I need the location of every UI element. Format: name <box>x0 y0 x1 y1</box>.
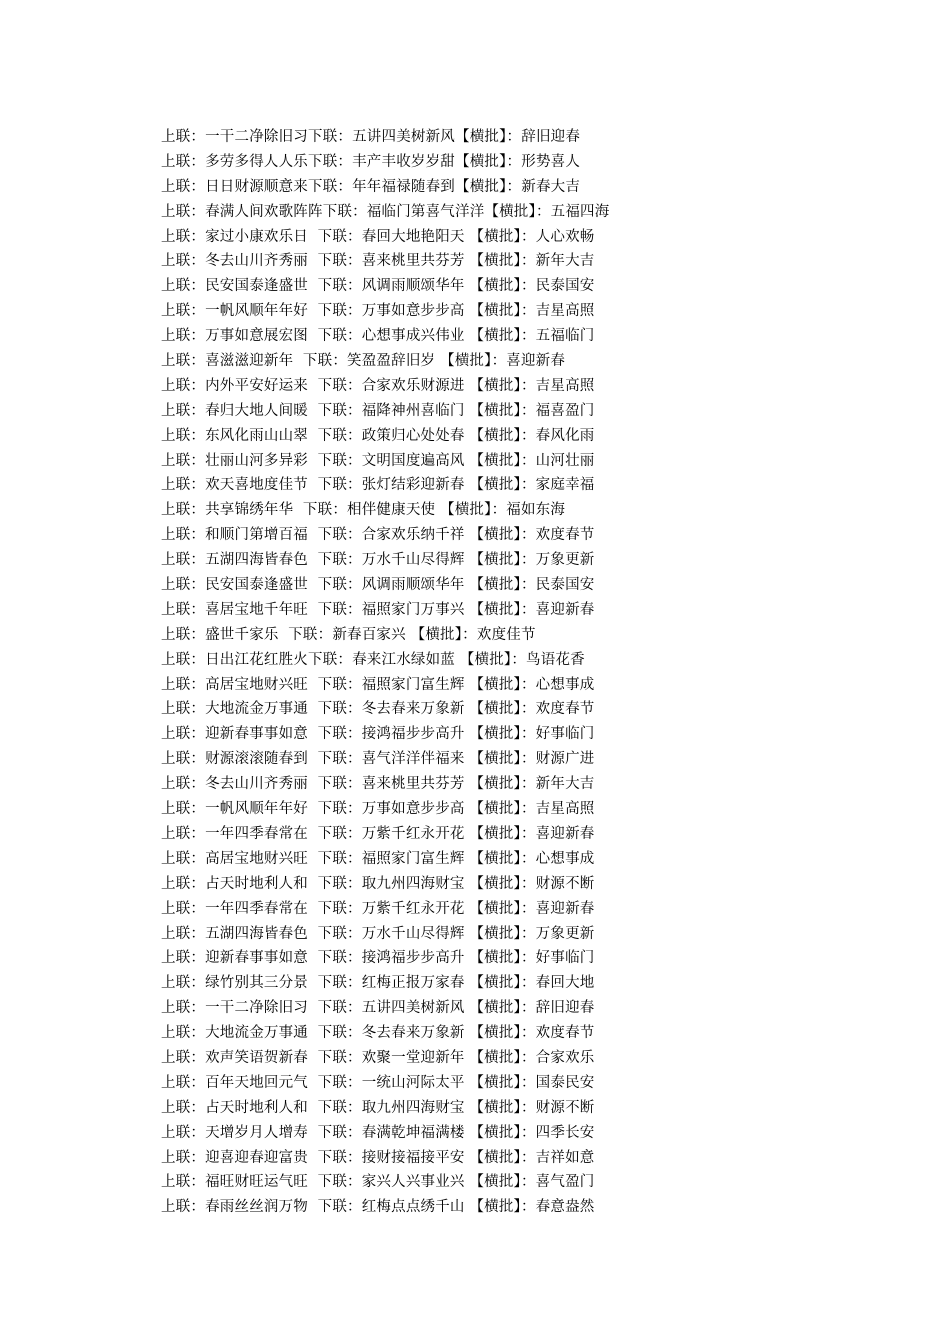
couplet-line: 上联：五湖四海皆春色 下联：万水千山尽得辉 【横批】：万象更新 <box>161 552 595 569</box>
couplet-line: 上联：万事如意展宏图 下联：心想事成兴伟业 【横批】：五福临门 <box>161 328 595 345</box>
couplet-line: 上联：喜居宝地千年旺 下联：福照家门万事兴 【横批】：喜迎新春 <box>161 601 595 618</box>
couplet-line: 上联：迎新春事事如意 下联：接鸿福步步高升 【横批】：好事临门 <box>161 726 595 743</box>
couplet-line: 上联：冬去山川齐秀丽 下联：喜来桃里共芬芳 【横批】：新年大吉 <box>161 776 595 793</box>
couplet-line: 上联：一帆风顺年年好 下联：万事如意步步高 【横批】：吉星高照 <box>161 303 595 320</box>
couplet-line: 上联：一年四季春常在 下联：万紫千红永开花 【横批】：喜迎新春 <box>161 825 595 842</box>
couplet-line: 上联：迎新春事事如意 下联：接鸿福步步高升 【横批】：好事临门 <box>161 950 595 967</box>
couplet-line: 上联：春满人间欢歌阵阵下联：福临门第喜气洋洋【横批】：五福四海 <box>161 203 610 220</box>
couplet-line: 上联：占天时地利人和 下联：取九州四海财宝 【横批】：财源不断 <box>161 875 595 892</box>
couplet-line: 上联：财源滚滚随春到 下联：喜气洋洋伴福来 【横批】：财源广进 <box>161 751 595 768</box>
couplet-line: 上联：高居宝地财兴旺 下联：福照家门富生辉 【横批】：心想事成 <box>161 676 595 693</box>
couplet-line: 上联：天增岁月人增寿 下联：春满乾坤福满楼 【横批】：四季长安 <box>161 1124 595 1141</box>
couplet-line: 上联：百年天地回元气 下联：一统山河际太平 【横批】：国泰民安 <box>161 1074 595 1091</box>
couplet-line: 上联：共享锦绣年华 下联：相伴健康天使 【横批】：福如东海 <box>161 502 566 519</box>
couplet-line: 上联：欢天喜地度佳节 下联：张灯结彩迎新春 【横批】：家庭幸福 <box>161 477 595 494</box>
couplet-line: 上联：绿竹别其三分景 下联：红梅正报万家春 【横批】：春回大地 <box>161 975 595 992</box>
couplet-line: 上联：盛世千家乐 下联：新春百家兴 【横批】：欢度佳节 <box>161 626 536 643</box>
couplet-line: 上联：日日财源顺意来下联：年年福禄随春到【横批】：新春大吉 <box>161 178 581 195</box>
couplet-line: 上联：壮丽山河多异彩 下联：文明国度遍高风 【横批】：山河壮丽 <box>161 452 595 469</box>
couplet-line: 上联：高居宝地财兴旺 下联：福照家门富生辉 【横批】：心想事成 <box>161 850 595 867</box>
couplet-line: 上联：一年四季春常在 下联：万紫千红永开花 【横批】：喜迎新春 <box>161 900 595 917</box>
couplet-line: 上联：欢声笑语贺新春 下联：欢聚一堂迎新年 【横批】：合家欢乐 <box>161 1049 595 1066</box>
couplet-line: 上联：日出江花红胜火下联：春来江水绿如蓝 【横批】：鸟语花香 <box>161 651 585 668</box>
couplet-line: 上联：春雨丝丝润万物 下联：红梅点点绣千山 【横批】：春意盎然 <box>161 1199 595 1216</box>
couplet-line: 上联：大地流金万事通 下联：冬去春来万象新 【横批】：欢度春节 <box>161 701 595 718</box>
couplet-line: 上联：内外平安好运来 下联：合家欢乐财源进 【横批】：吉星高照 <box>161 377 595 394</box>
couplet-line: 上联：民安国泰逢盛世 下联：风调雨顺颂华年 【横批】：民泰国安 <box>161 577 595 594</box>
couplet-line: 上联：大地流金万事通 下联：冬去春来万象新 【横批】：欢度春节 <box>161 1025 595 1042</box>
couplet-line: 上联：一帆风顺年年好 下联：万事如意步步高 【横批】：吉星高照 <box>161 801 595 818</box>
couplet-line: 上联：占天时地利人和 下联：取九州四海财宝 【横批】：财源不断 <box>161 1099 595 1116</box>
couplet-line: 上联：东风化雨山山翠 下联：政策归心处处春 【横批】：春风化雨 <box>161 427 595 444</box>
couplet-line: 上联：家过小康欢乐日 下联：春回大地艳阳天 【横批】：人心欢畅 <box>161 228 595 245</box>
couplet-line: 上联：和顺门第增百福 下联：合家欢乐纳千祥 【横批】：欢度春节 <box>161 527 595 544</box>
couplet-line: 上联：冬去山川齐秀丽 下联：喜来桃里共芬芳 【横批】：新年大吉 <box>161 253 595 270</box>
couplet-line: 上联：福旺财旺运气旺 下联：家兴人兴事业兴 【横批】：喜气盈门 <box>161 1174 595 1191</box>
couplet-line: 上联：一干二净除旧习 下联：五讲四美树新风 【横批】：辞旧迎春 <box>161 1000 595 1017</box>
couplet-line: 上联：民安国泰逢盛世 下联：风调雨顺颂华年 【横批】：民泰国安 <box>161 278 595 295</box>
couplet-line: 上联：多劳多得人人乐下联：丰产丰收岁岁甜【横批】：形势喜人 <box>161 153 581 170</box>
couplet-line: 上联：喜滋滋迎新年 下联：笑盈盈辞旧岁 【横批】：喜迎新春 <box>161 353 566 370</box>
couplet-line: 上联：五湖四海皆春色 下联：万水千山尽得辉 【横批】：万象更新 <box>161 925 595 942</box>
couplet-line: 上联：迎喜迎春迎富贵 下联：接财接福接平安 【横批】：吉祥如意 <box>161 1149 595 1166</box>
couplet-line: 上联：一干二净除旧习下联：五讲四美树新风【横批】：辞旧迎春 <box>161 129 581 145</box>
couplet-line: 上联：春归大地人间暖 下联：福降神州喜临门 【横批】：福喜盈门 <box>161 402 595 419</box>
couplet-list <box>161 125 721 1220</box>
